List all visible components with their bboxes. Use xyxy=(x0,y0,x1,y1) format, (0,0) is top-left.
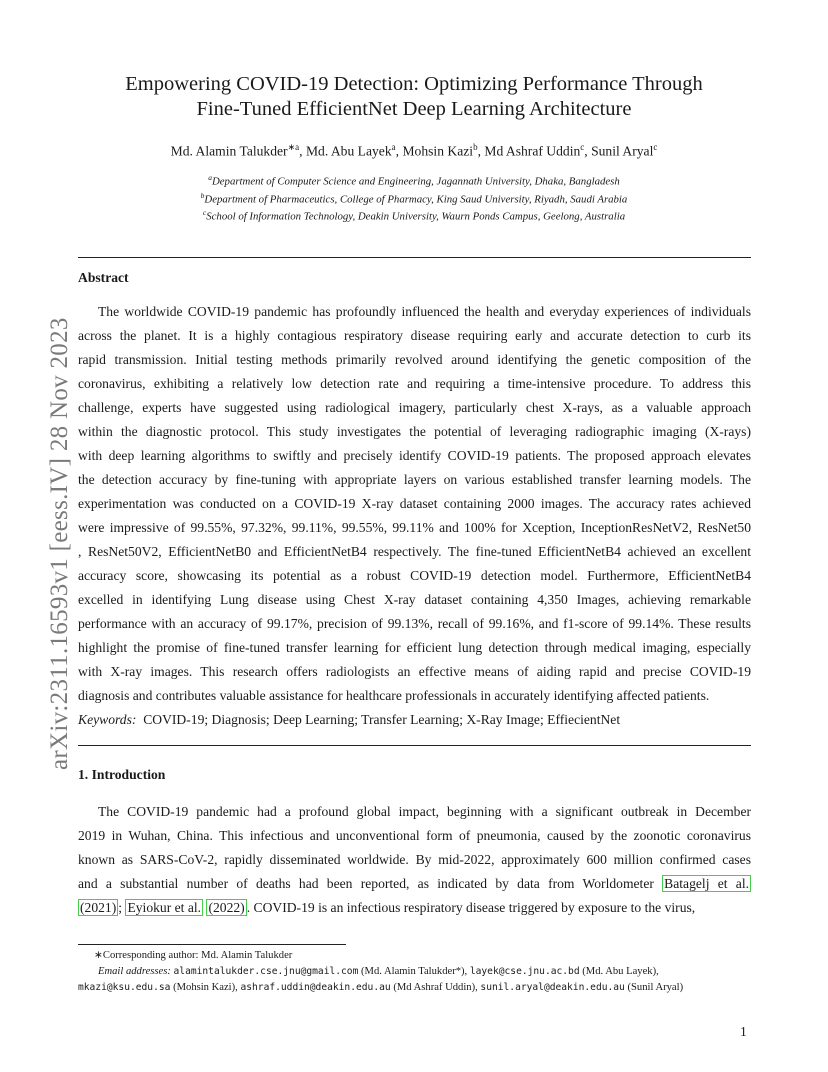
email-owner: (Md. Alamin Talukder*), xyxy=(361,966,468,977)
citation-link-batagelj-year[interactable]: (2021) xyxy=(80,900,117,915)
email-link[interactable]: sunil.aryal@deakin.edu.au xyxy=(480,982,625,993)
abstract-line: coronavirus, exhibiting a relatively low detection rate and requiring a time-intensive procedure. To address this xyxy=(78,376,751,391)
author-name: Md Ashraf Uddin xyxy=(484,143,581,159)
abstract-top-rule xyxy=(78,257,751,258)
author-mark: ∗a xyxy=(287,142,300,152)
email-link[interactable]: alamintalukder.cse.jnu@gmail.com xyxy=(173,966,359,977)
intro-text: and a substantial number of deaths had been reported, as indicated by data from Worldometer xyxy=(78,876,654,891)
affiliation-mark: a xyxy=(208,173,212,182)
title-line-1: Empowering COVID-19 Detection: Optimizing Performance Through xyxy=(125,73,703,95)
abstract-line: across the planet. It is a highly contagious respiratory disease requiring early and accurate detection to curb its xyxy=(78,328,751,343)
email-label: Email addresses: xyxy=(98,966,171,977)
abstract-line: the detection accuracy by fine-tuning with appropriate layers on various established transfer learning models. The xyxy=(78,472,751,487)
abstract-line: within the diagnostic protocol. This study investigates the potential of leveraging radiographic imaging (X-rays) xyxy=(78,424,751,439)
email-owner: (Md Ashraf Uddin), xyxy=(393,982,478,993)
abstract-line: challenge, experts have suggested using radiological imagery, particularly chest X-rays, as a valuable approach xyxy=(78,400,751,415)
abstract-line: diagnosis and contributes valuable assistance for healthcare professionals in accurately identifying affected patients. xyxy=(78,688,710,703)
author-name: Md. Alamin Talukder xyxy=(170,143,288,159)
citation-separator: ; xyxy=(118,900,123,915)
section-heading-introduction: 1. Introduction xyxy=(78,767,166,782)
affiliation xyxy=(78,206,750,224)
abstract-body xyxy=(78,300,751,732)
abstract-heading: Abstract xyxy=(78,270,129,285)
page-number: 1 xyxy=(740,1024,747,1039)
intro-line xyxy=(78,872,751,896)
abstract-line: with X-ray images. This research offers radiologists an effective means of aiding rapid and precise COVID-19 xyxy=(78,664,751,679)
author-name: Md. Abu Layek xyxy=(305,143,392,159)
affiliation-mark: c xyxy=(202,208,207,218)
title-line-2: Fine-Tuned EfficientNet Deep Learning Architecture xyxy=(196,98,632,120)
author-name: Mohsin Kazi xyxy=(402,143,474,159)
citation-link-batagelj[interactable]: Batagelj et al. xyxy=(664,876,749,891)
abstract-line: , ResNet50V2, EfficientNetB0 and EfficientNetB4 respectively. The fine-tuned EfficientNetB4 achieved an excellent xyxy=(78,544,751,559)
author-mark: c xyxy=(580,142,585,152)
arxiv-stamp xyxy=(20,280,73,770)
abstract-line: with deep learning algorithms to swiftly and precisely identify COVID-19 patients. The proposed approach elevates xyxy=(78,448,751,463)
abstract-line: rapid transmission. Initial testing methods primarily revolved around identifying the genetic composition of the xyxy=(78,352,751,367)
abstract-line: experimentation was conducted on a COVID-19 X-ray dataset containing 2000 images. The accuracy rates achieved xyxy=(78,496,751,511)
author-mark: c xyxy=(653,142,658,152)
email-link[interactable]: layek@cse.jnu.ac.bd xyxy=(469,966,580,977)
intro-line: 2019 in Wuhan, China. This infectious and unconventional form of pneumonia, caused by the zoonotic coronavirus xyxy=(78,828,751,843)
footnote-emails xyxy=(78,964,751,996)
email-link[interactable]: mkazi@ksu.edu.sa xyxy=(78,982,171,993)
affiliation-mark: b xyxy=(200,190,205,200)
abstract-line: accuracy score, showcasing its potential as a robust COVID-19 detection model. Furthermore, EfficientNetB4 xyxy=(78,568,751,583)
abstract-line: were impressive of 99.55%, 97.32%, 99.11%, 99.55%, 99.11% and 100% for Xception, InceptionResNetV2, ResNet50 xyxy=(78,520,751,535)
intro-text: . COVID-19 is an infectious respiratory disease triggered by exposure to the virus, xyxy=(246,900,696,915)
abstract-line: excelled in identifying Lung disease using Chest X-ray dataset containing 4,350 Images, achieving remarkable xyxy=(78,592,751,607)
arxiv-identifier[interactable]: arXiv:2311.16593v1 [eess.IV] 28 Nov 2023 xyxy=(46,317,73,770)
introduction-body xyxy=(78,800,751,920)
author-mark: b xyxy=(473,142,478,152)
affiliation-list xyxy=(78,171,750,224)
footnote-rule xyxy=(78,944,346,945)
abstract-bottom-rule xyxy=(78,745,751,746)
intro-line: known as SARS-CoV-2, rapidly disseminated worldwide. By mid-2022, approximately 600 million confirmed cases xyxy=(78,852,751,867)
citation-link-eyiokur-year[interactable]: (2022) xyxy=(208,900,245,915)
keywords-label: Keywords: xyxy=(78,712,137,727)
email-link[interactable]: ashraf.uddin@deakin.edu.au xyxy=(240,982,391,993)
abstract-line: performance with an accuracy of 99.17%, precision of 99.13%, recall of 99.16%, and f1-score of 99.14%. These results xyxy=(78,616,751,631)
keywords-line xyxy=(78,708,751,732)
paper-title xyxy=(78,72,750,122)
abstract-line: The worldwide COVID-19 pandemic has profoundly influenced the health and everyday experiences of individuals xyxy=(98,304,751,319)
author-list: Md. Alamin Talukder$^{∗a}$, Md. Abu Layek$^a$, Mohsin Kazi$^b$, Md Ashraf Uddin$^c$, Sunil Aryal$^c$ xyxy=(170,142,658,159)
email-owner: (Sunil Aryal) xyxy=(627,982,684,993)
intro-line: The COVID-19 pandemic had a profound global impact, beginning with a significant outbreak in December xyxy=(98,804,751,819)
intro-line xyxy=(78,896,751,920)
affiliation-text: Department of Computer Science and Engineering, Jagannath University, Dhaka, Bangladesh xyxy=(211,175,620,188)
affiliation-text: School of Information Technology, Deakin University, Waurn Ponds Campus, Geelong, Australia xyxy=(206,210,626,223)
affiliation-text: Department of Pharmaceutics, College of Pharmacy, King Saud University, Riyadh, Saudi Arabia xyxy=(204,193,628,206)
author-name: Sunil Aryal xyxy=(591,143,654,159)
citation-link-eyiokur[interactable]: Eyiokur et al. xyxy=(127,900,202,915)
email-owner: (Mohsin Kazi), xyxy=(173,982,238,993)
footnote-corresponding: ∗Corresponding author: Md. Alamin Talukder xyxy=(94,950,293,961)
abstract-line: highlight the promise of fine-tuned transfer learning for efficient lung detection through medical imaging, especially xyxy=(78,640,751,655)
email-owner: (Md. Abu Layek), xyxy=(582,966,659,977)
affiliation xyxy=(78,171,750,189)
author-mark: a xyxy=(391,142,396,152)
keywords-text: COVID-19; Diagnosis; Deep Learning; Transfer Learning; X-Ray Image; EffiecientNet xyxy=(143,712,621,727)
affiliation xyxy=(78,189,750,207)
